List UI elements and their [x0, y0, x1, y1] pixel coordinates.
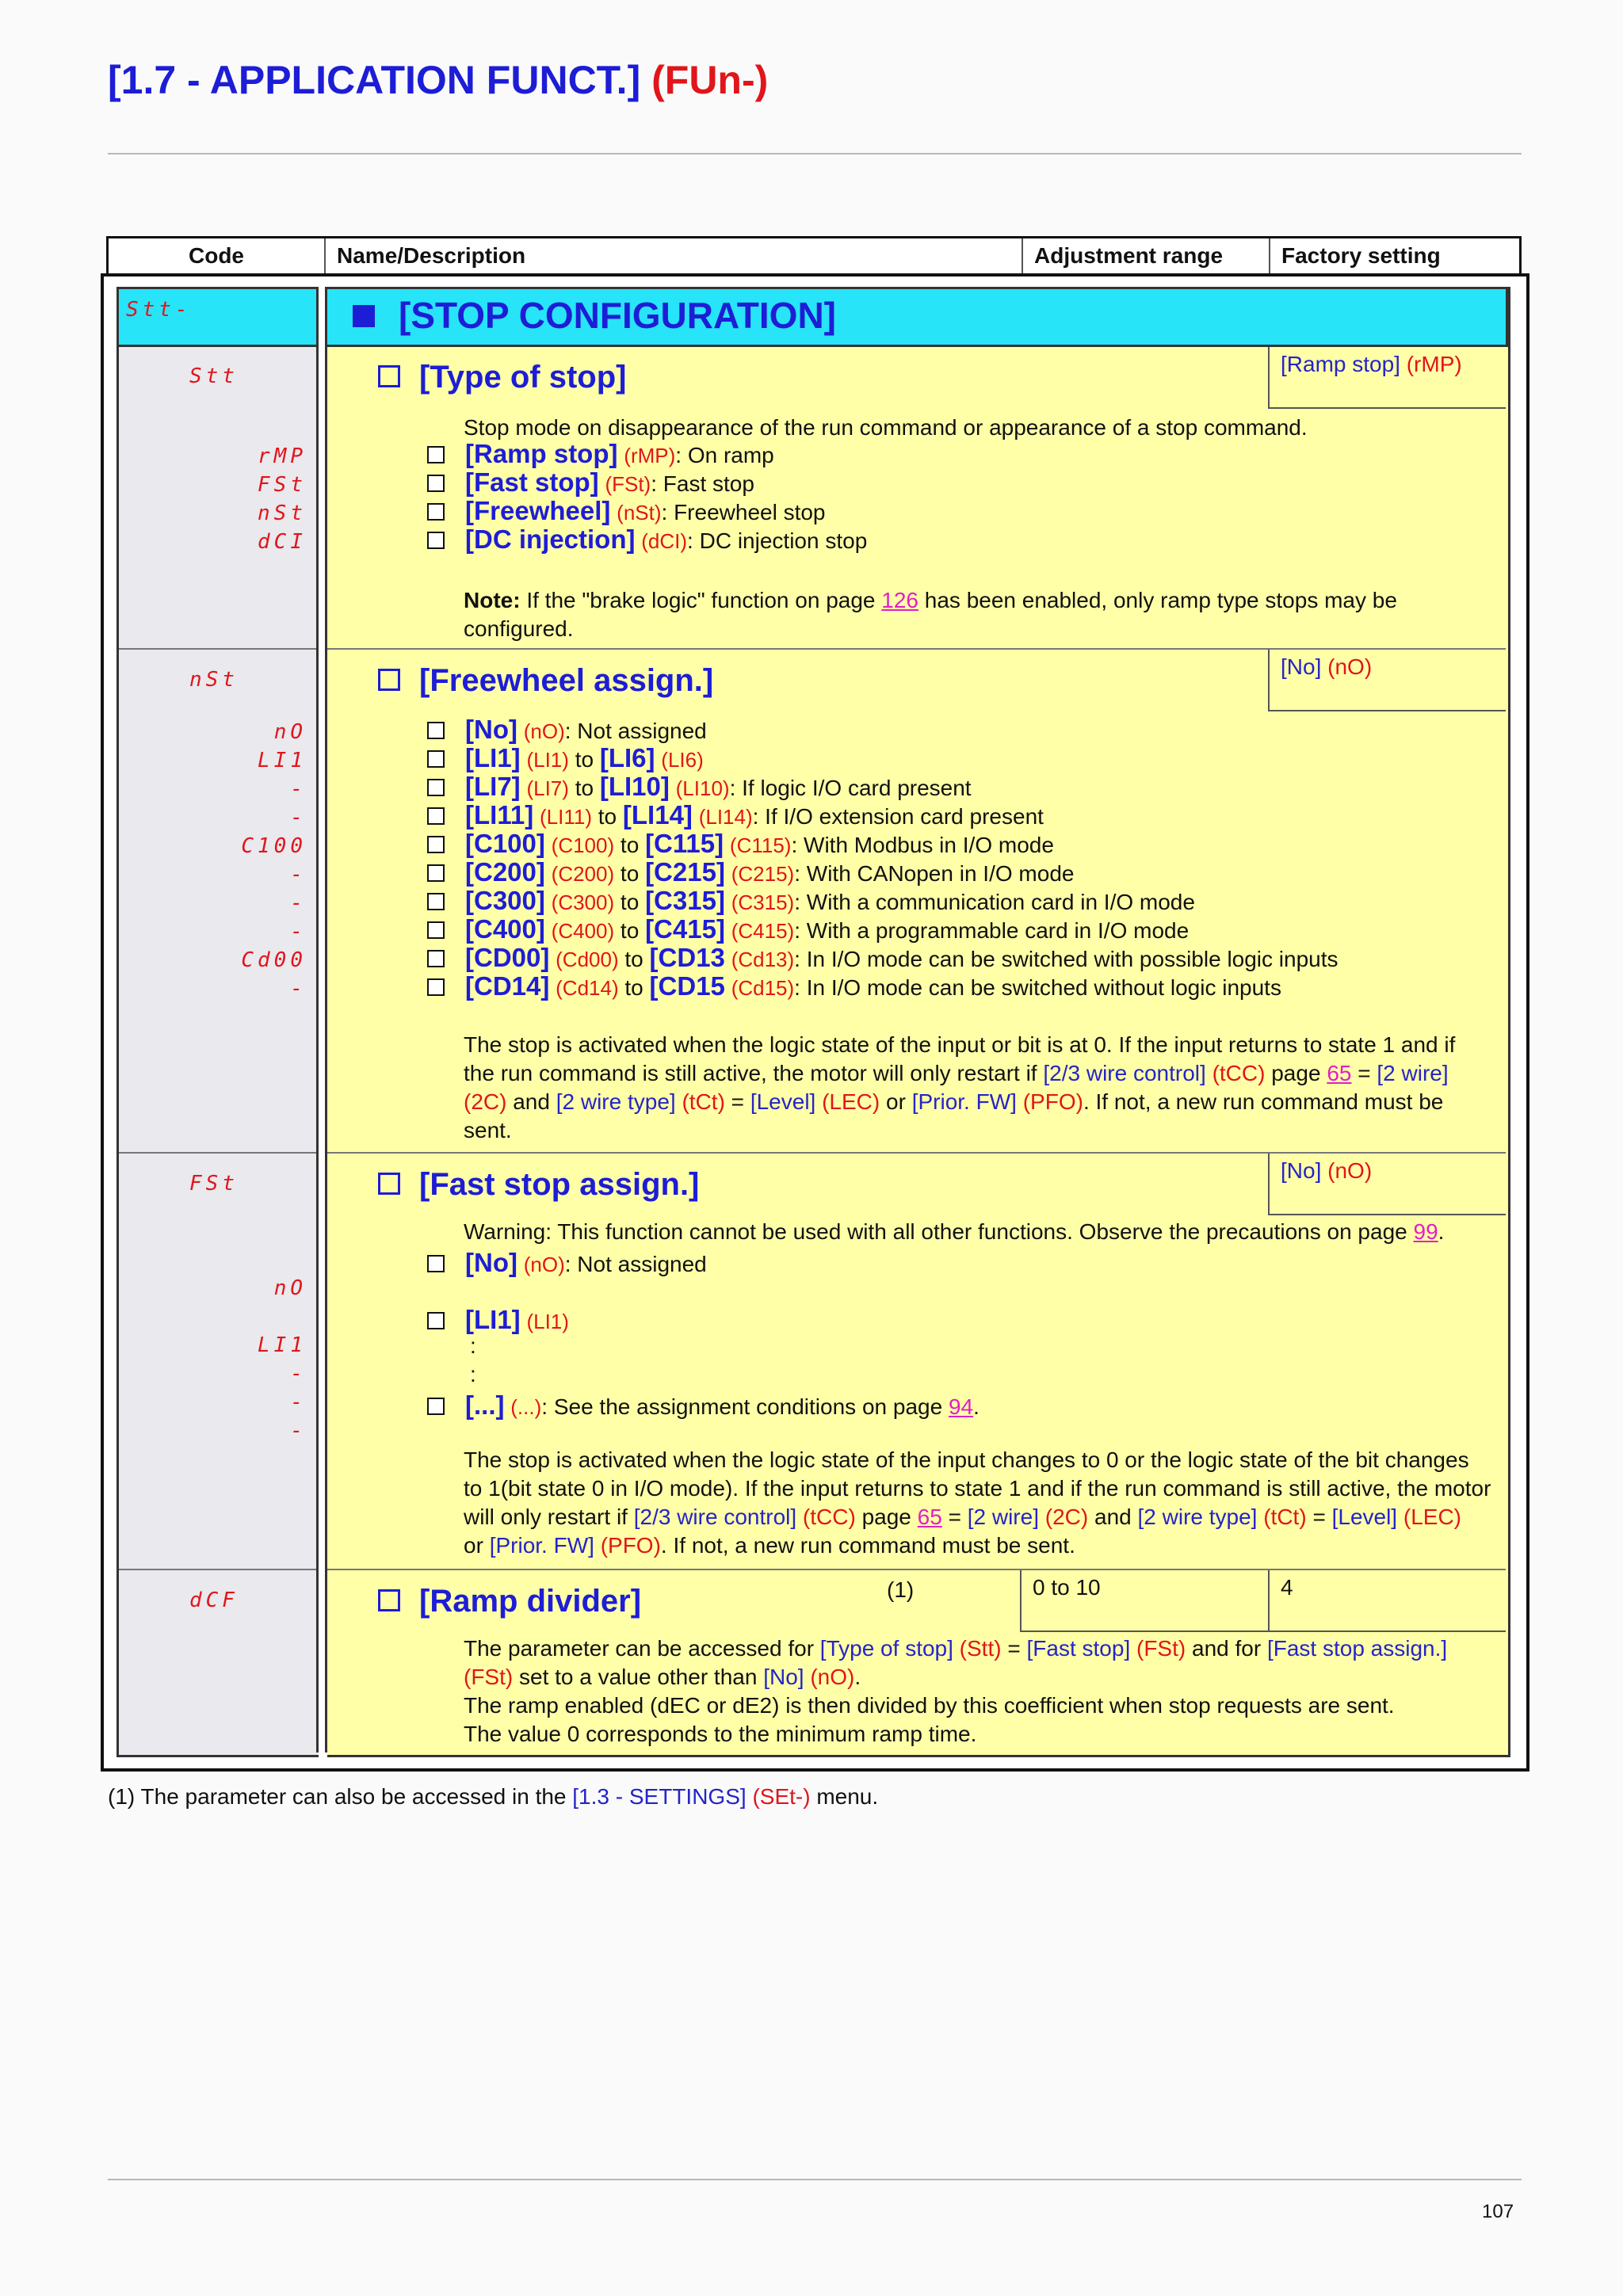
option-code: nO	[273, 720, 307, 744]
ellipsis-colon: :	[470, 1333, 476, 1358]
param-title-text: [Freewheel assign.]	[419, 663, 714, 698]
option-item: [C300] (C300) to [C315] (C315): With a communication card in I/O mode	[427, 886, 1195, 916]
option-item: [LI1] (LI1)	[427, 1305, 569, 1335]
page-number: 107	[1482, 2201, 1514, 2222]
option-box-icon	[427, 1312, 445, 1329]
header-code: Code	[109, 238, 326, 273]
description-text: the run command is still active, the motor will only restart if [2/3 wire control] (tCC) page 65 = [2 wire]	[464, 1061, 1449, 1085]
factory-setting: [No] (nO)	[1268, 1154, 1506, 1215]
option-box-icon	[427, 446, 445, 463]
description-text: sent.	[464, 1118, 512, 1142]
option-code: -	[290, 891, 307, 915]
page-link[interactable]: 65	[917, 1505, 942, 1529]
page-title	[108, 57, 768, 103]
option-code: LI1	[258, 749, 307, 772]
option-item: [LI11] (LI11) to [LI14] (LI14): If I/O extension card present	[427, 800, 1044, 830]
option-box-icon	[427, 722, 445, 739]
option-box-icon	[427, 1255, 445, 1272]
footnote-mark: (1)	[108, 1784, 136, 1809]
adjustment-range: 0 to 10	[1020, 1570, 1268, 1632]
option-item: [Fast stop] (FSt): Fast stop	[427, 467, 754, 498]
section-checkbox-icon	[378, 669, 400, 691]
option-code: -	[290, 1390, 307, 1414]
option-item: [...] (...): See the assignment conditions on page 94.	[427, 1390, 980, 1421]
option-box-icon	[427, 503, 445, 521]
option-item: [No] (nO): Not assigned	[427, 1248, 707, 1278]
option-code: -	[290, 806, 307, 830]
note-text: configured.	[464, 616, 574, 641]
page-link[interactable]: 94	[948, 1394, 974, 1419]
description-text: or [Prior. FW] (PFO). If not, a new run command must be sent.	[464, 1533, 1075, 1558]
factory-setting	[1268, 347, 1506, 409]
warning-text: Warning: This function cannot be used with all other functions. Observe the precautions on page 99.	[464, 1219, 1445, 1244]
column-separator	[316, 287, 327, 1753]
description-text: will only restart if [2/3 wire control] (tCC) page 65 = [2 wire] (2C) and [2 wire type] (tCt) = [Level] (LEC)	[464, 1505, 1461, 1529]
ellipsis-colon: :	[470, 1362, 476, 1386]
option-item: [C400] (C400) to [C415] (C415): With a programmable card in I/O mode	[427, 914, 1189, 944]
param-title-ramp-divider	[378, 1584, 641, 1619]
page-title-code: (FUn-)	[651, 58, 769, 102]
option-code: LI1	[258, 1333, 307, 1357]
option-box-icon	[427, 836, 445, 853]
description-text: The value 0 corresponds to the minimum ramp time.	[464, 1722, 977, 1746]
menu-square-icon	[353, 305, 375, 327]
menu-title: [STOP CONFIGURATION]	[399, 295, 836, 336]
option-code: Cd00	[241, 948, 307, 972]
parameter-table	[101, 273, 1529, 1772]
option-box-icon	[427, 978, 445, 996]
section-checkbox-icon	[378, 365, 400, 387]
option-item: [LI1] (LI1) to [LI6] (LI6)	[427, 743, 704, 773]
factory-setting: 4	[1268, 1570, 1506, 1632]
row-divider	[119, 1152, 316, 1154]
option-box-icon	[427, 475, 445, 492]
description-text: The ramp enabled (dEC or dE2) is then divided by this coefficient when stop requests are sent.	[464, 1693, 1395, 1718]
option-code: -	[290, 977, 307, 1001]
option-code: FSt	[258, 473, 307, 497]
option-code: -	[290, 863, 307, 887]
option-box-icon	[427, 893, 445, 910]
param-code-nst: nSt	[189, 668, 239, 692]
param-code-stt: Stt	[189, 364, 239, 388]
description-text: The parameter can be accessed for [Type of stop] (Stt) = [Fast stop] (FSt) and for [Fast stop assign.]	[464, 1636, 1448, 1661]
option-box-icon	[427, 750, 445, 768]
header-factory: Factory setting	[1281, 243, 1441, 268]
table-header	[106, 236, 1522, 276]
option-code: nO	[273, 1276, 307, 1300]
option-item: [LI7] (LI7) to [LI10] (LI10): If logic I/O card present	[427, 772, 972, 802]
section-checkbox-icon	[378, 1589, 400, 1611]
top-rule	[108, 153, 1522, 154]
option-box-icon	[427, 807, 445, 825]
option-item: [CD14] (Cd14) to [CD15 (Cd15): In I/O mode can be switched without logic inputs	[427, 971, 1281, 1001]
page-title-main: [1.7 - APPLICATION FUNCT.]	[108, 58, 641, 102]
row-divider	[119, 648, 316, 650]
note-text: Note: If the "brake logic" function on page 126 has been enabled, only ramp type stops may be	[464, 588, 1397, 612]
option-code: -	[290, 920, 307, 944]
param-code-dcf: dCF	[189, 1589, 239, 1612]
page-link[interactable]: 99	[1413, 1219, 1438, 1244]
option-item: [C100] (C100) to [C115] (C115): With Modbus in I/O mode	[427, 829, 1054, 859]
description-text: The stop is activated when the logic state of the input or bit is at 0. If the input returns to state 1 and if	[464, 1032, 1456, 1057]
param-title-type-of-stop	[378, 360, 626, 395]
description-text: (2C) and [2 wire type] (tCt) = [Level] (LEC) or [Prior. FW] (PFO). If not, a new run command must be	[464, 1089, 1444, 1114]
option-box-icon	[427, 532, 445, 549]
bottom-rule	[108, 2179, 1522, 2180]
option-item: [Freewheel] (nSt): Freewheel stop	[427, 496, 826, 526]
factory-code: (rMP)	[1406, 352, 1462, 376]
banner-separator	[316, 287, 327, 347]
option-box-icon	[427, 950, 445, 967]
factory-name: [Ramp stop]	[1281, 352, 1400, 376]
menu-link[interactable]: [1.3 - SETTINGS]	[572, 1784, 747, 1809]
section-checkbox-icon	[378, 1173, 400, 1195]
option-box-icon	[427, 864, 445, 882]
option-item: [DC injection] (dCI): DC injection stop	[427, 524, 867, 555]
param-title-fast-stop-assign	[378, 1167, 699, 1203]
option-item: [No] (nO): Not assigned	[427, 715, 707, 745]
param-title-text: [Ramp divider]	[419, 1584, 642, 1619]
row-divider	[119, 1569, 316, 1570]
param-code-fst: FSt	[189, 1172, 239, 1196]
option-item: [C200] (C200) to [C215] (C215): With CANopen in I/O mode	[427, 857, 1074, 887]
option-box-icon	[427, 779, 445, 796]
option-code: dCI	[258, 530, 307, 554]
option-code: nSt	[258, 502, 307, 525]
option-box-icon	[427, 921, 445, 939]
option-code: rMP	[258, 444, 307, 468]
option-item: [Ramp stop] (rMP): On ramp	[427, 439, 774, 469]
description-text: Stop mode on disappearance of the run command or appearance of a stop command.	[464, 415, 1308, 440]
header-range: Adjustment range	[1023, 238, 1270, 273]
option-box-icon	[427, 1398, 445, 1415]
footnote: (1) The parameter can also be accessed in the [1.3 - SETTINGS] (SEt-) menu.	[108, 1784, 879, 1809]
param-title-text: [Fast stop assign.]	[419, 1167, 700, 1202]
description-text: The stop is activated when the logic state of the input changes to 0 or the logic state of the bit changes	[464, 1447, 1469, 1472]
factory-setting: [No] (nO)	[1268, 650, 1506, 711]
option-item: [CD00] (Cd00) to [CD13 (Cd13): In I/O mode can be switched with possible logic inputs	[427, 943, 1338, 973]
menu-code: Stt-	[126, 298, 192, 322]
option-code: -	[290, 777, 307, 801]
option-code: -	[290, 1419, 307, 1443]
header-name: Name/Description	[326, 238, 1023, 273]
param-title-freewheel-assign	[378, 663, 713, 699]
page-link[interactable]: 65	[1327, 1061, 1352, 1085]
page-link[interactable]: 126	[881, 588, 918, 612]
description-text: (FSt) set to a value other than [No] (nO).	[464, 1665, 861, 1689]
footnote-ref: (1)	[887, 1577, 915, 1602]
option-code: -	[290, 1362, 307, 1386]
description-text: to 1(bit state 0 in I/O mode). If the input returns to state 1 and if the run command is still active, the motor	[464, 1476, 1491, 1501]
option-code: C100	[241, 834, 307, 858]
param-title-text: [Type of stop]	[419, 360, 627, 395]
